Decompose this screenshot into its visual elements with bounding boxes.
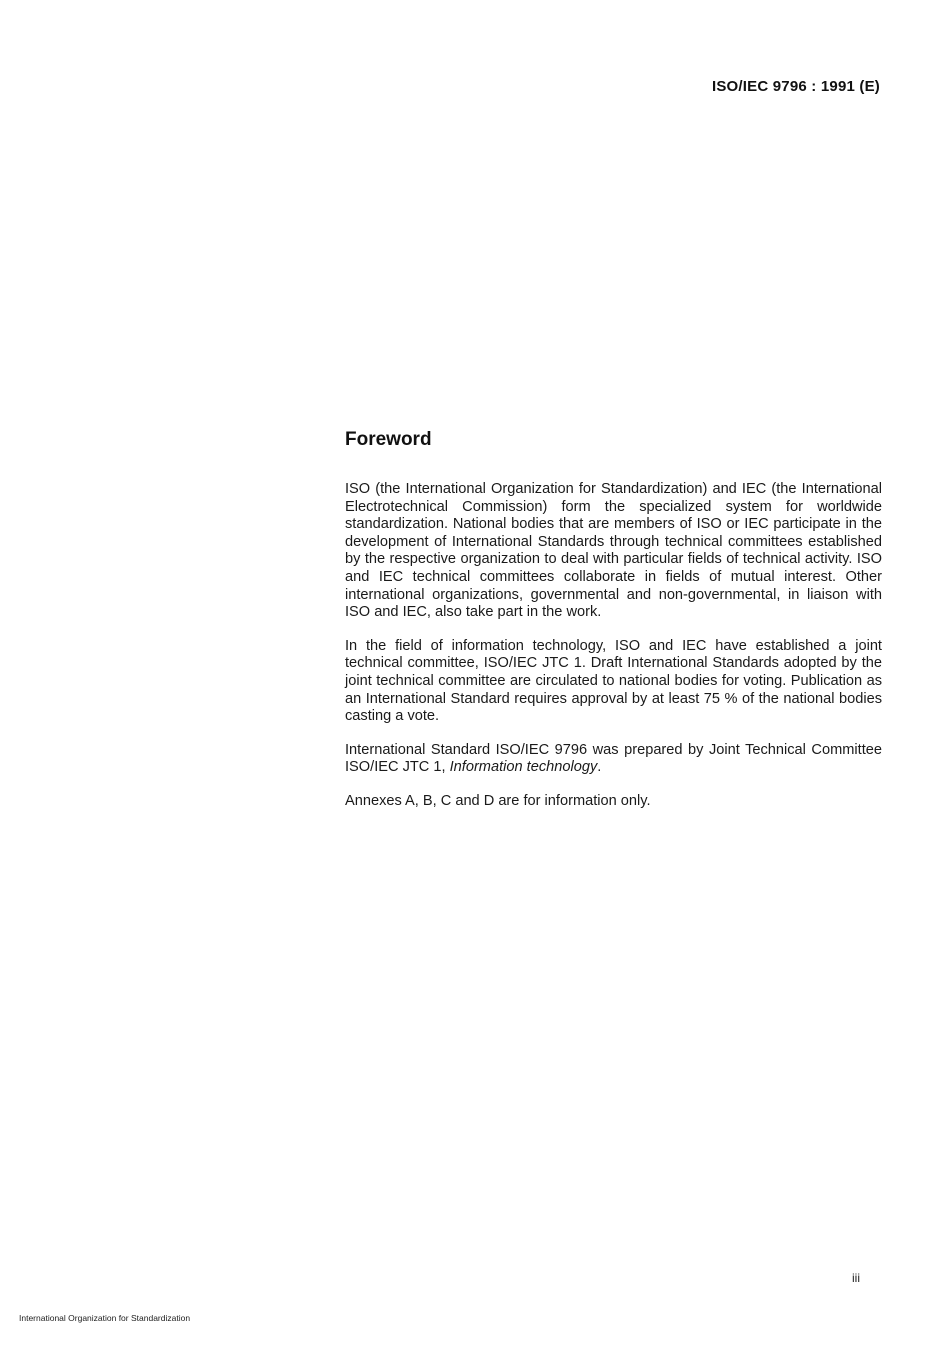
paragraph-3-text: International Standard ISO/IEC 9796 was prepared by Joint Technical Committee ISO/IEC JTC 1, <box>345 741 882 776</box>
foreword-paragraph-3 <box>345 742 882 777</box>
foreword-paragraph-4: Annexes A, B, C and D are for information only. <box>345 792 651 809</box>
foreword-paragraph-2: In the field of information technology, ISO and IEC have established a joint technical committee, ISO/IEC JTC 1. Draft International Standards adopted by the joint technical committee are circulated to national bodies for voting. Publication as an International Standard requires approval by at least 75 % of the national bodies casting a vote. <box>345 637 882 725</box>
paragraph-3-end: . <box>597 759 602 776</box>
footer-source-note: International Organization for Standardization <box>19 1313 191 1323</box>
foreword-title: Foreword <box>345 429 432 450</box>
page-number: iii <box>852 1271 860 1285</box>
committee-name: Information technology <box>449 759 598 776</box>
foreword-section <box>345 428 882 825</box>
foreword-paragraph-1: ISO (the International Organization for Standardization) and IEC (the International Electrotechnical Commission) form the specialized system for worldwide standardization. National bodies that are members of ISO or IEC participate in the development of International Standards through technical committees established by the respective organization to deal with particular fields of technical activity. ISO and IEC technical committees collaborate in fields of mutual interest. Other international organizations, governmental and non-governmental, in liaison with ISO and IEC, also take part in the work. <box>345 481 882 621</box>
standard-reference-header: ISO/IEC 9796 : 1991 (E) <box>711 78 880 95</box>
